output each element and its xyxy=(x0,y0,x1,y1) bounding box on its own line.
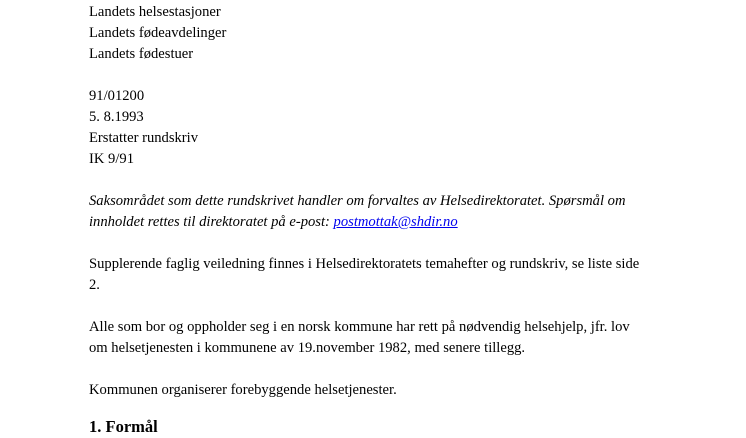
section-heading: 1. Formål xyxy=(89,417,158,436)
recipient-line: Landets fødestuer xyxy=(89,46,194,62)
reference-date: 5. 8.1993 xyxy=(89,109,144,125)
document-page xyxy=(89,2,689,438)
notice-line-2-text: innholdet rettes til direktoratet på e-post: xyxy=(89,214,334,230)
rights-line-2: om helsetjenesten i kommunene av 19.november 1982, med senere tillegg. xyxy=(89,340,526,356)
email-link[interactable]: postmottak@shdir.no xyxy=(333,214,458,230)
supplement-line-1: Supplerende faglig veiledning finnes i Helsedirektoratets temahefter og rundskriv, se liste side xyxy=(89,256,640,272)
rights-line-1: Alle som bor og oppholder seg i en norsk kommune har rett på nødvendig helsehjelp, jfr. lov xyxy=(89,319,630,335)
recipient-line: Landets fødeavdelinger xyxy=(89,25,227,41)
notice-line-1: Saksområdet som dette rundskrivet handler om forvaltes av Helsedirektoratet. Spørsmål om xyxy=(89,193,626,209)
supplement-line-2: 2. xyxy=(89,277,100,293)
recipient-line: Landets helsestasjoner xyxy=(89,4,221,20)
replaces-id: IK 9/91 xyxy=(89,151,134,167)
replaces-label: Erstatter rundskriv xyxy=(89,130,199,146)
reference-number: 91/01200 xyxy=(89,88,145,104)
municipality-paragraph: Kommunen organiserer forebyggende helsetjenester. xyxy=(89,382,397,398)
notice-line-2 xyxy=(89,212,689,233)
